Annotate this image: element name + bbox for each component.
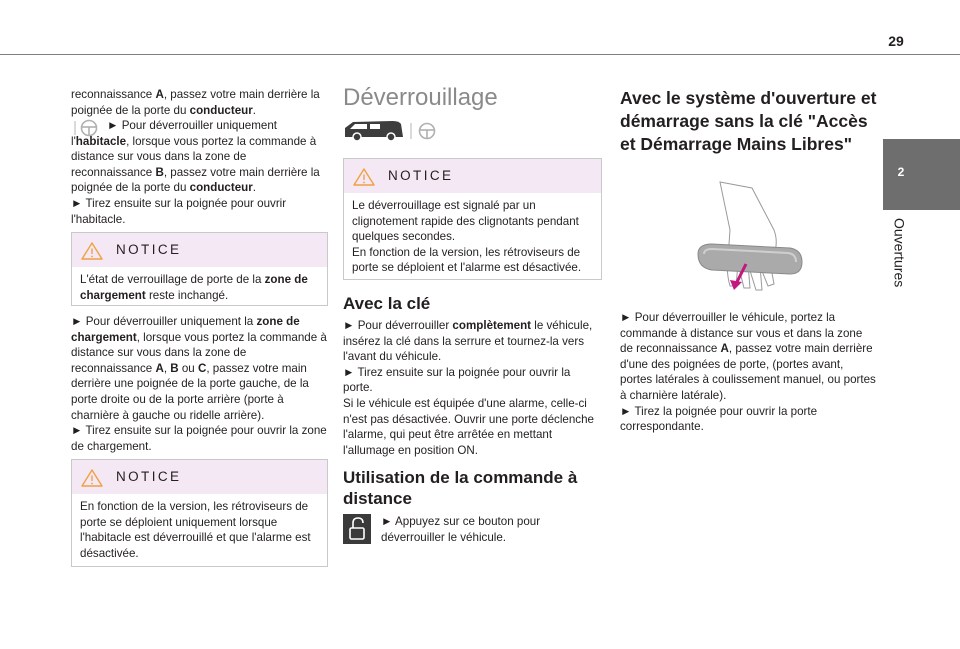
hand-on-handle-illustration	[690, 180, 810, 305]
subsection-title-handsfree: Avec le système d'ouverture et démarrage sans la clé "Accès et Démarrage Mains Libres"	[620, 88, 877, 154]
section-title: Déverrouillage	[343, 84, 498, 111]
notice-box-1	[71, 232, 328, 306]
warning-triangle-icon	[352, 167, 376, 192]
col1-paragraph-5: ► Tirez ensuite sur la poignée pour ouvrir la zone de chargement.	[71, 424, 327, 453]
col1-paragraph-3: ► Tirez ensuite sur la poignée pour ouvrir l'habitacle.	[71, 197, 287, 226]
col1-paragraph-1: reconnaissance A, passez votre main derrière la poignée de la porte du conducteur.	[71, 88, 320, 117]
warning-triangle-icon	[80, 241, 104, 266]
open-padlock-icon	[343, 514, 371, 544]
warning-triangle-icon	[80, 468, 104, 493]
col3-paragraph-1: ► Pour déverrouiller le véhicule, portez la commande à distance sur vous et dans la zone de reconnaissance A, passez votre main derrière d'une des poignées de porte, (portes avant, portes latérales à coulissement manuel, ou portes à charnière latérale). ► Tirez la poignée pour ouvrir la porte correspondante.	[620, 311, 876, 434]
notice-box-3	[343, 158, 602, 280]
col1-paragraph-2: ► Pour déverrouiller uniquement l'habitacle, lorsque vous portez la commande à distance sur vous dans la zone de reconnaissance B, passez votre main derrière la poignée de la porte du conducteur.	[71, 119, 320, 195]
col1-paragraph-4: ► Pour déverrouiller uniquement la zone de chargement, lorsque vous portez la commande à distance sur vous dans la zone de reconnaissance A, B ou C, passez votre main derrière une poignée de la porte gauche, de la porte droite ou de la porte arrière (porte à charnière à gauche ou ridelle arrière).	[71, 315, 327, 422]
notice-box-2	[71, 459, 328, 567]
notice-text: L'état de verrouillage de porte de la zone de chargement reste inchangé.	[80, 273, 308, 302]
notice-text: Le déverrouillage est signalé par un clignotement rapide des clignotants pendant quelques secondes. En fonction de la version, les rétroviseurs de porte se déploient et l'alarme est désactivée.	[352, 199, 582, 275]
notice-title: NOTICE	[116, 469, 182, 484]
notice-text: En fonction de la version, les rétroviseurs de porte se déploient uniquement lorsque l'habitacle est déverrouillé et que l'alarme est désactivée.	[80, 500, 311, 560]
col2-paragraph-remote: ► Appuyez sur ce bouton pour déverrouiller le véhicule.	[381, 515, 541, 544]
notice-title: NOTICE	[116, 242, 182, 257]
notice-title: NOTICE	[388, 168, 454, 183]
page-number: 29	[888, 33, 904, 49]
subsection-title-key: Avec la clé	[343, 294, 431, 313]
header-rule	[0, 54, 960, 55]
chapter-tab-label: Ouvertures	[891, 218, 908, 288]
subsection-title-remote: Utilisation de la commande à distance	[343, 468, 578, 508]
chapter-tab-number: 2	[897, 165, 905, 179]
van-icon	[343, 118, 443, 144]
col2-paragraph-1: ► Pour déverrouiller complètement le véhicule, insérez la clé dans la serrure et tournez-la vers l'avant du véhicule. ► Tirez ensuite sur la poignée pour ouvrir la porte. Si le véhicule est équipée d'une alarme, celle-ci n'est pas désactivée. Ouvrir une porte déclenche l'alarme, qui peut être arrêtée en mettant l'allumage en position ON.	[343, 319, 594, 457]
